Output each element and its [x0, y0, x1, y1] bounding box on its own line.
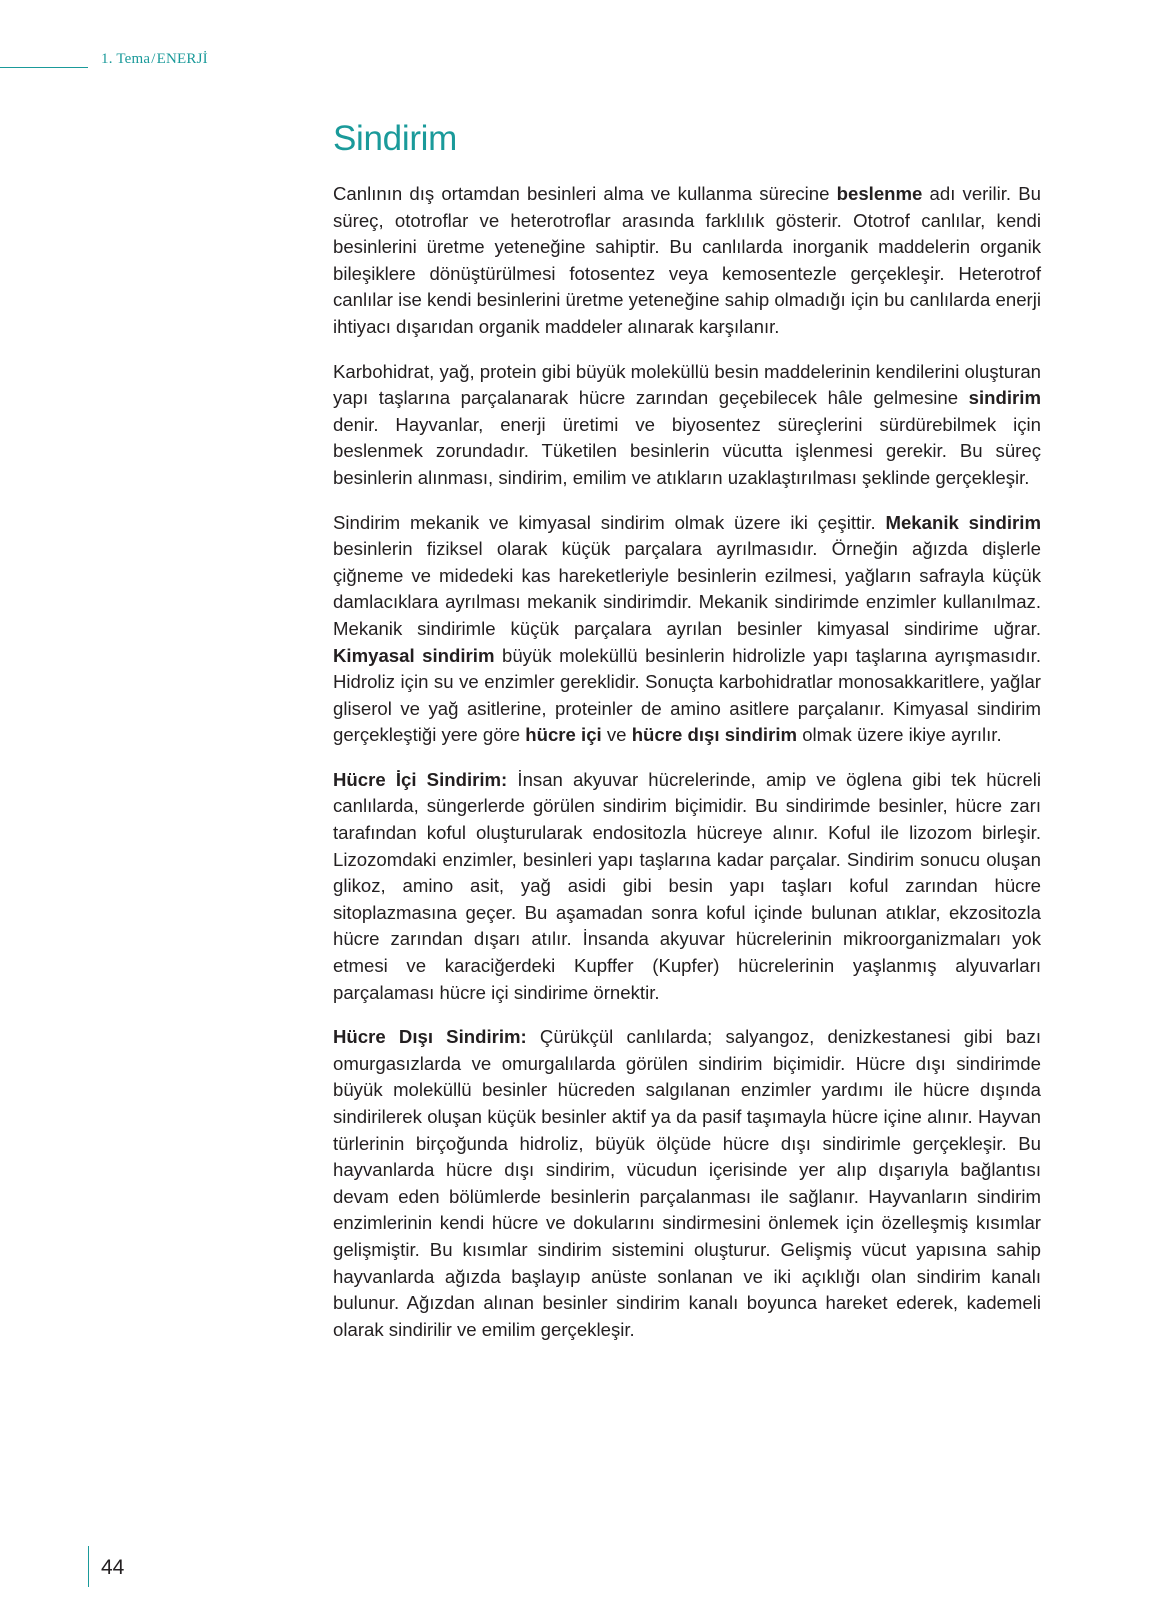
paragraph-text: besinlerin fiziksel olarak küçük parçalara ayrılmasıdır. Örneğin ağızda dişlerle çiğneme ve midedeki kas hareketleriyle besinlerin ezilmesi, yağların safrayla küçük damlacıklara ayrılması mekanik sindirimdir. Mekanik sindirimde enzimler kullanılmaz. Mekanik sindirimle küçük parçalara ayrılan besinler kimyasal sindirime uğrar. — [333, 538, 1041, 639]
paragraph-beslenme — [333, 181, 1041, 341]
key-term: hücre dışı sindirim — [631, 724, 798, 746]
key-term: hücre içi — [525, 724, 602, 746]
paragraph-text: büyük moleküllü besinlerin hidrolizle yapı taşlarına ayrışmasıdır. Hidroliz için su ve enzimler gereklidir. Sonuçta karbohidratlar monosakkaritlere, yağlar gliserol ve yağ asitlerine, proteinler de amino asitlere parçalanır. Kimyasal sindirim gerçekleştiği yere göre — [333, 644, 1041, 746]
key-term: Mekanik sindirim — [885, 511, 1041, 533]
page-number: 44 — [101, 1556, 125, 1579]
paragraph-text: Sindirim mekanik ve kimyasal sindirim olmak üzere iki çeşittir. — [333, 511, 886, 533]
paragraph-text: Canlının dış ortamdan besinleri alma ve kullanma sürecine — [333, 183, 837, 204]
key-term: Kimyasal sindirim — [333, 644, 495, 666]
paragraph-sindirim — [333, 359, 1041, 492]
paragraph-text: olmak üzere ikiye ayrılır. — [797, 724, 1002, 746]
paragraph-text: İnsan akyuvar hücrelerinde, amip ve öglena gibi tek hücreli canlılarda, süngerlerde görülen sindirim biçimidir. Bu sindirimde besinler, hücre zarı tarafından koful oluşturularak endositozla hücreye alınır. Koful ile lizozom birleşir. Lizozomdaki enzimler, besinleri yapı taşlarına kadar parçalar. Sindirim sonucu oluşan glikoz, amino asit, yağ asidi gibi besin yapı taşları koful zarından hücre sitoplazmasına geçer. Bu aşamadan sonra koful içinde bulunan atıklar, ekzositozla hücre zarından dışarı atılır. İnsanda akyuvar hücrelerinin mikroorganizmaları yok etmesi ve karaciğerdeki Kupffer (Kupfer) hücrelerinin yaşlanmış alyuvarları parçalaması hücre içi sindirime örnektir. — [333, 768, 1041, 1003]
chapter-label: 1. Tema — [101, 51, 151, 67]
body-text — [333, 181, 1041, 1361]
key-term: beslenme — [836, 183, 923, 204]
paragraph-hucre-disi-sindirim — [333, 1024, 1041, 1343]
header-separator: / — [151, 51, 156, 67]
header-rule — [0, 67, 88, 68]
topic-label: ENERJİ — [156, 51, 208, 67]
paragraph-text: ve — [601, 724, 632, 746]
footer-rule — [88, 1546, 89, 1587]
running-header — [101, 51, 208, 68]
paragraph-text: denir. Hayvanlar, enerji üretimi ve biyosentez süreçlerini sürdürebilmek için beslenmek zorundadır. Tüketilen besinlerin vücutta işlenmesi gerekir. Bu süreç besinlerin alınması, sindirim, emilim ve atıkların uzaklaştırılması şeklinde gerçekleşir. — [333, 413, 1041, 488]
paragraph-text: Karbohidrat, yağ, protein gibi büyük moleküllü besin maddelerinin kendilerini oluşturan yapı taşlarına parçalanarak hücre zarından geçebilecek hâle gelmesine — [333, 360, 1042, 409]
paragraph-text: adı verilir. Bu süreç, ototroflar ve heterotroflar arasında farklılık gösterir. Ototrof canlılar, kendi besinlerini üretme yeteneğine sahiptir. Bu canlılarda inorganik maddelerin organik bileşiklere dönüştürülmesi fotosentez veya kemosentezle gerçekleşir. Heterotrof canlılar ise kendi besinlerini üretme yeteneğine sahip olmadığı için bu canlılarda enerji ihtiyacı dışarıdan organik maddeler alınarak karşılanır. — [333, 183, 1041, 337]
key-term: sindirim — [968, 387, 1041, 409]
paragraph-hucre-ici-sindirim — [333, 767, 1041, 1006]
paragraph-sindirim-cesitleri — [333, 510, 1041, 749]
section-term: Hücre Dışı Sindirim: — [333, 1026, 527, 1048]
paragraph-text: Çürükçül canlılarda; salyangoz, denizkestanesi gibi bazı omurgasızlarda ve omurgalılarda görülen sindirim biçimidir. Hücre dışı sindirimde büyük moleküllü besinler hücreden salgılanan enzimler yardımı ile hücre dışında sindirilerek oluşan küçük besinler aktif ya da pasif taşımayla hücre içine alınır. Hayvan türlerinin birçoğunda hidroliz, büyük ölçüde hücre dışı sindirimle gerçekleşir. Bu hayvanlarda hücre dışı sindirim, vücudun içerisinde yer alıp dışarıyla bağlantısı devam eden bölümlerde besinlerin parçalanması ile sağlanır. Hayvanların sindirim enzimlerinin kendi hücre ve dokularını sindirmesini önlemek için özelleşmiş kısımlar gelişmiştir. Bu kısımlar sindirim sistemini oluşturur. Gelişmiş vücut yapısına sahip hayvanlarda ağızda başlayıp anüste sonlanan ve iki açıklığı olan sindirim kanalı bulunur. Ağızdan alınan besinler sindirim kanalı boyunca hareket ederek, kademeli olarak sindirilir ve emilim gerçekleşir. — [333, 1026, 1041, 1340]
page-title: Sindirim — [333, 119, 458, 158]
section-term: Hücre İçi Sindirim: — [333, 768, 508, 790]
